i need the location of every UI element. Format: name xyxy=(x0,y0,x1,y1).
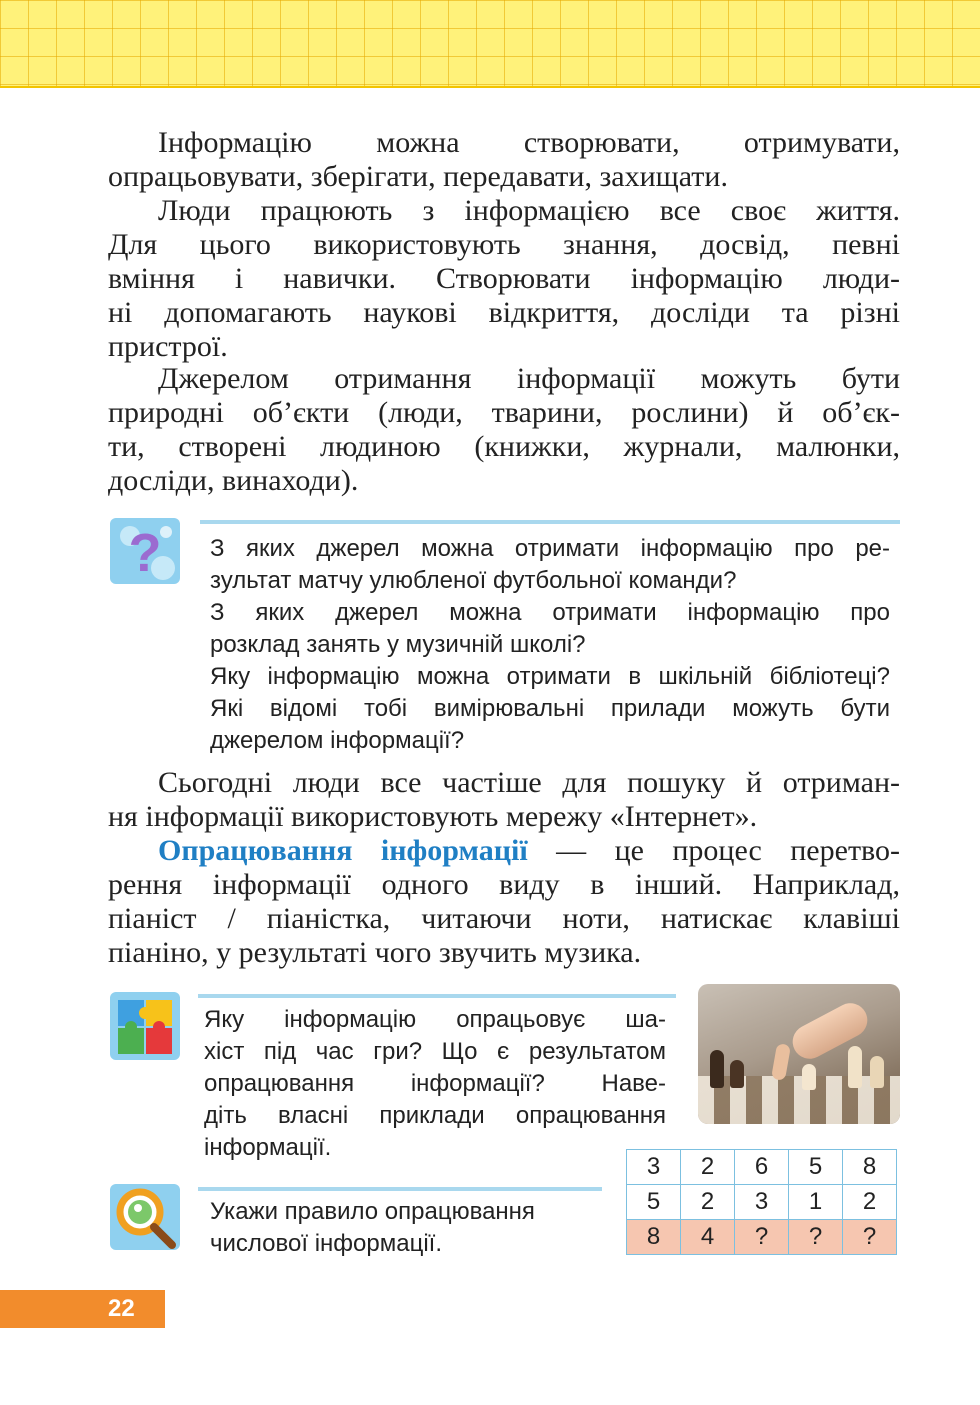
table-cell: 5 xyxy=(789,1150,843,1185)
text-line: З яких джерел можна отримати інформацію про ре- xyxy=(210,535,890,562)
text-line: Яку інформацію опрацьовує ша- xyxy=(204,1006,666,1033)
text-line: числової інформації. xyxy=(210,1230,442,1257)
text-line: опрацьовувати, зберігати, передавати, захищати. xyxy=(108,160,728,193)
table-cell: ? xyxy=(735,1220,789,1255)
text-line: Джерелом отримання інформації можуть бути xyxy=(158,362,900,395)
text-line: вміння і навички. Створювати інформацію люди- xyxy=(108,262,900,295)
text-line: рення інформації одного виду в інший. Наприклад, xyxy=(108,868,900,901)
text-line: природні об’єкти (люди, тварини, рослини) й об’єк- xyxy=(108,396,900,429)
text-line: Укажи правило опрацювання xyxy=(210,1198,535,1225)
page-number-bar xyxy=(0,1290,165,1328)
table-cell: 2 xyxy=(681,1150,735,1185)
table-cell: ? xyxy=(789,1220,843,1255)
svg-text:?: ? xyxy=(128,523,162,583)
text-fragment: — це процес перетво- xyxy=(527,834,901,867)
chess-piece xyxy=(730,1060,744,1088)
text-line: Для цього використовують знання, досвід, певні xyxy=(108,228,900,261)
page-number: 22 xyxy=(108,1295,135,1322)
term-processing: Опрацювання інформації xyxy=(158,834,528,867)
paragraph-internet xyxy=(108,766,900,834)
text-line: ня інформації використовують мережу «Інтернет». xyxy=(108,800,758,833)
table-row-result xyxy=(627,1220,897,1255)
text-line: Інформацію можна створювати, отримувати, xyxy=(158,126,900,159)
text-line: зультат матчу улюбленої футбольної команди? xyxy=(210,567,737,594)
text-line: пристрої. xyxy=(108,330,228,363)
paragraph-people-work xyxy=(108,194,900,364)
text-line: розклад занять у музичній школі? xyxy=(210,631,586,658)
chess-piece xyxy=(870,1056,884,1088)
table-row xyxy=(627,1185,897,1220)
table-cell: 4 xyxy=(681,1220,735,1255)
text-line: Люди працюють з інформацією все своє життя. xyxy=(158,194,900,227)
chess-photo xyxy=(698,984,900,1124)
chess-piece xyxy=(710,1050,724,1088)
text-line: Сьогодні люди все частіше для пошуку й отриман- xyxy=(158,766,900,799)
table-cell: 3 xyxy=(735,1185,789,1220)
paragraph-info-actions xyxy=(108,126,900,194)
text-line: Які відомі тобі вимірювальні прилади можуть бути xyxy=(210,695,890,722)
table-cell: ? xyxy=(843,1220,897,1255)
text-line: інформації. xyxy=(204,1134,332,1161)
text-line: діть власні приклади опрацювання xyxy=(204,1102,666,1129)
table-cell: 3 xyxy=(627,1150,681,1185)
text-line xyxy=(108,834,900,868)
text-line: джерелом інформації? xyxy=(210,727,465,754)
search-box-text xyxy=(210,1196,610,1260)
paragraph-sources xyxy=(108,362,900,498)
table-cell: 8 xyxy=(843,1150,897,1185)
table-cell: 6 xyxy=(735,1150,789,1185)
table-cell: 1 xyxy=(789,1185,843,1220)
puzzle-icon xyxy=(108,990,182,1067)
grid-header-band xyxy=(0,0,980,88)
text-line: Яку інформацію можна отримати в шкільній бібліотеці? xyxy=(210,663,890,690)
paragraph-processing xyxy=(108,834,900,970)
table-cell: 2 xyxy=(843,1185,897,1220)
text-line: ні допомагають наукові відкриття, досліди та різні xyxy=(108,296,900,329)
chess-piece xyxy=(848,1046,862,1088)
number-table xyxy=(626,1149,897,1255)
questions-box-text xyxy=(210,533,890,757)
text-line: піаніно, у результаті чого звучить музика. xyxy=(108,936,642,969)
text-line: З яких джерел можна отримати інформацію про xyxy=(210,599,890,626)
text-line: опрацювання інформації? Наве- xyxy=(204,1070,666,1097)
text-line: хіст під час гри? Що є результатом xyxy=(204,1038,666,1065)
box-top-rule xyxy=(198,1187,602,1191)
question-mark-icon xyxy=(108,516,182,591)
magnifier-icon xyxy=(108,1182,184,1259)
box-top-rule xyxy=(198,994,676,998)
table-cell: 8 xyxy=(627,1220,681,1255)
chess-piece xyxy=(802,1064,816,1090)
text-line: піаніст / піаністка, читаючи ноти, натискає клавіші xyxy=(108,902,900,935)
table-cell: 2 xyxy=(681,1185,735,1220)
table-row xyxy=(627,1150,897,1185)
box-top-rule xyxy=(200,520,900,524)
text-line: досліди, винаходи). xyxy=(108,464,359,497)
text-line: ти, створені людиною (книжки, журнали, малюнки, xyxy=(108,430,900,463)
puzzle-box-text xyxy=(204,1004,666,1164)
table-cell: 5 xyxy=(627,1185,681,1220)
